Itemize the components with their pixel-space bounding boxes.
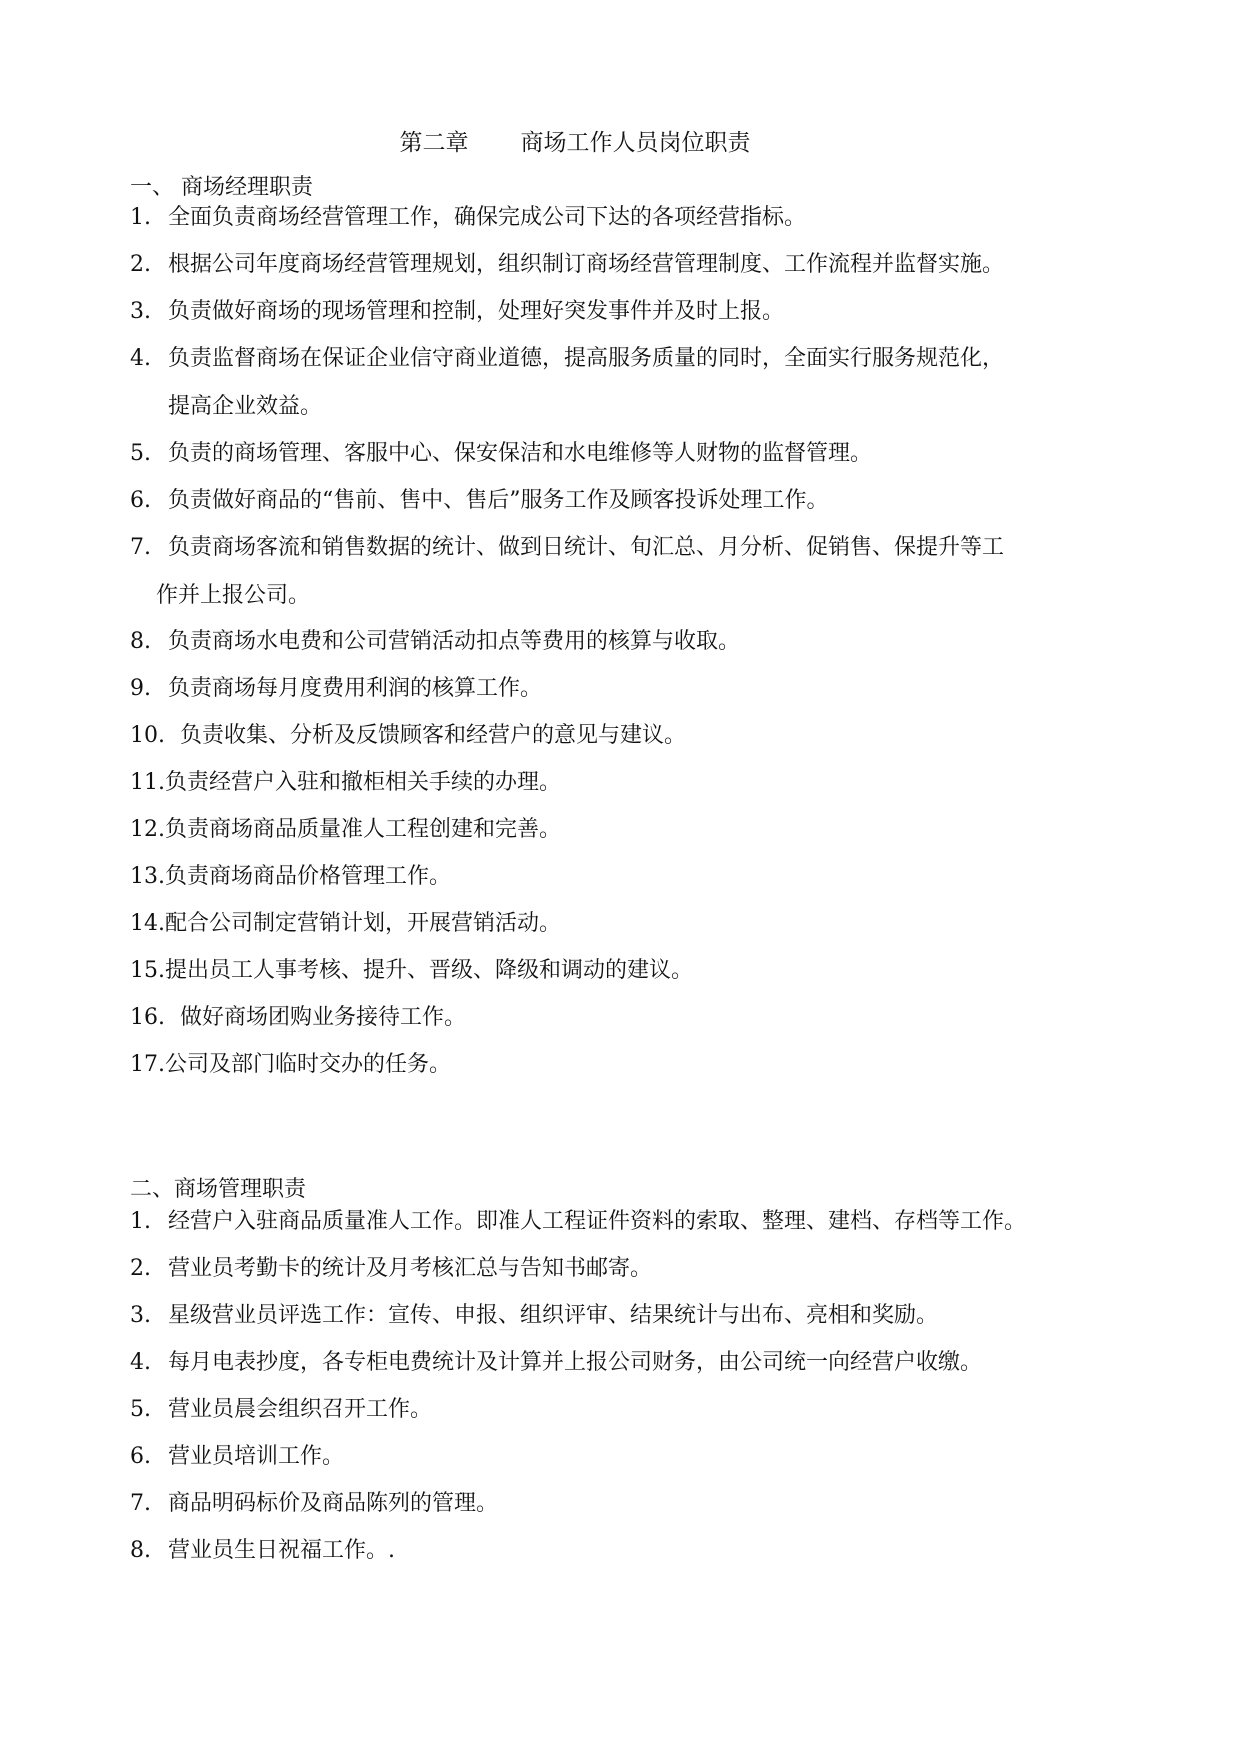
- chapter-number: 第二章: [399, 130, 469, 156]
- list-item: 17.公司及部门临时交办的任务。: [130, 1052, 452, 1077]
- list-item: 3. 负责做好商场的现场管理和控制，处理好突发事件并及时上报。: [130, 299, 785, 324]
- list-item: 3. 星级营业员评选工作：宣传、申报、组织评审、结果统计与出布、亮相和奖励。: [130, 1303, 939, 1328]
- section-heading-manager: 一、 商场经理职责: [130, 175, 313, 200]
- list-item: 5. 负责的商场管理、客服中心、保安保洁和水电维修等人财物的监督管理。: [130, 441, 873, 466]
- list-item: 9. 负责商场每月度费用利润的核算工作。: [130, 676, 543, 701]
- chapter-title: [0, 126, 1150, 160]
- list-item: 16. 做好商场团购业务接待工作。: [130, 1005, 467, 1030]
- list-item: 14.配合公司制定营销计划，开展营销活动。: [130, 911, 562, 936]
- list-item: 4. 每月电表抄度，各专柜电费统计及计算并上报公司财务，由公司统一向经营户收缴。: [130, 1350, 983, 1375]
- list-item: 7. 商品明码标价及商品陈列的管理。: [130, 1491, 499, 1516]
- list-item: 12.负责商场商品质量准人工程创建和完善。: [130, 817, 562, 842]
- list-item: 2. 营业员考勤卡的统计及月考核汇总与告知书邮寄。: [130, 1256, 653, 1281]
- list-item: 6. 负责做好商品的“售前、售中、售后”服务工作及顾客投诉处理工作。: [130, 488, 829, 513]
- list-item: 1. 经营户入驻商品质量准人工作。即准人工程证件资料的索取、整理、建档、存档等工作。: [130, 1209, 1027, 1234]
- list-item: 10. 负责收集、分析及反馈顾客和经营户的意见与建议。: [130, 723, 687, 748]
- list-item: 11.负责经营户入驻和撤柜相关手续的办理。: [130, 770, 562, 795]
- list-item: 1. 全面负责商场经营管理工作，确保完成公司下达的各项经营指标。: [130, 205, 807, 230]
- list-item: 2. 根据公司年度商场经营管理规划，组织制订商场经营管理制度、工作流程并监督实施。: [130, 252, 1005, 277]
- list-item: 4. 负责监督商场在保证企业信守商业道德，提高服务质量的同时，全面实行服务规范化， 提高企业效益。: [130, 346, 1005, 419]
- list-item: 8. 负责商场水电费和公司营销活动扣点等费用的核算与收取。: [130, 629, 741, 654]
- list-item: 5. 营业员晨会组织召开工作。: [130, 1397, 433, 1422]
- list-item: 6. 营业员培训工作。: [130, 1444, 345, 1469]
- list-item: 8. 营业员生日祝福工作。.: [130, 1538, 395, 1563]
- list-item: 13.负责商场商品价格管理工作。: [130, 864, 452, 889]
- chapter-name: 商场工作人员岗位职责: [520, 130, 751, 156]
- list-item: 15.提出员工人事考核、提升、晋级、降级和调动的建议。: [130, 958, 694, 983]
- list-item: 7. 负责商场客流和销售数据的统计、做到日统计、旬汇总、月分析、促销售、保提升等工 作并上报公司。: [130, 535, 1005, 608]
- section-heading-management: 二、商场管理职责: [130, 1177, 307, 1202]
